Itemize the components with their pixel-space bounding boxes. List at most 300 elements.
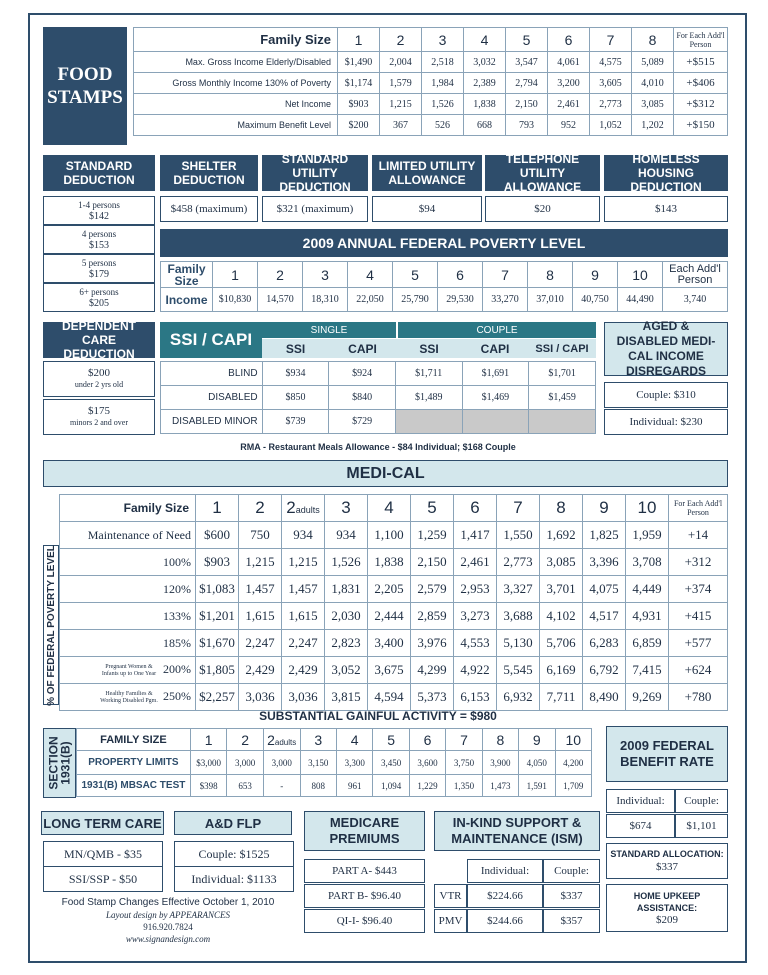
medical-cell: $1,201 xyxy=(196,603,239,630)
s1931-mbsac: $398 xyxy=(190,775,227,797)
medical-cell: 1,457 xyxy=(282,576,325,603)
medical-adults-label: adults xyxy=(295,505,320,515)
medical-cell: 1,825 xyxy=(583,522,626,549)
s1931-property: 3,750 xyxy=(446,751,482,775)
medical-cell: 934 xyxy=(325,522,368,549)
s1931-size-num: 8 xyxy=(496,731,505,748)
s1931-size xyxy=(373,729,409,751)
medical-row-label xyxy=(60,522,196,549)
medical-cell: 3,400 xyxy=(368,630,411,657)
medical-row-label xyxy=(60,684,196,711)
fs-cell: 1,579 xyxy=(380,73,422,94)
ltc-item2: SSI/SSP - $50 xyxy=(43,866,163,892)
standard-deduction-header: STANDARD DEDUCTION xyxy=(43,155,155,191)
ssi-cell xyxy=(462,410,529,434)
fs-cell: $1,490 xyxy=(338,52,380,73)
medical-cell: 1,692 xyxy=(540,522,583,549)
medical-row-label-text: Maintenance of Need xyxy=(87,527,191,542)
shelter-deduction-header: SHELTER DEDUCTION xyxy=(160,155,258,191)
medical-cell: 1,215 xyxy=(239,549,282,576)
medical-cell: 1,526 xyxy=(325,549,368,576)
ssi-row xyxy=(161,362,596,386)
home-upkeep-label2: ASSISTANCE: xyxy=(636,903,698,913)
s1931-size-num: 2 xyxy=(267,731,275,748)
fs-cell: 1,838 xyxy=(464,94,506,115)
ltc-item1: MN/QMB - $35 xyxy=(43,841,163,867)
medical-cell: 4,517 xyxy=(583,603,626,630)
medical-addl-label: For Each Add'l Person xyxy=(669,495,728,522)
std-amount: $179 xyxy=(89,268,109,280)
medical-cell: 4,553 xyxy=(454,630,497,657)
medical-cell: 1,615 xyxy=(282,603,325,630)
s1931-mbsac: 1,709 xyxy=(555,775,591,797)
dependent-note1: under 2 yrs old xyxy=(74,380,124,389)
medical-cell: 4,299 xyxy=(411,657,454,684)
medical-cell: 2,030 xyxy=(325,603,368,630)
medical-row xyxy=(60,549,728,576)
ssi-couple-label: COUPLE xyxy=(398,322,596,338)
home-upkeep-value: $209 xyxy=(656,914,678,926)
s1931-property: 4,200 xyxy=(555,751,591,775)
s1931-mbsac: - xyxy=(263,775,300,797)
medical-cell: 3,976 xyxy=(411,630,454,657)
medical-table xyxy=(59,494,728,711)
medical-addl: +14 xyxy=(669,522,728,549)
medical-size xyxy=(325,495,368,522)
fs-row-label: Gross Monthly Income 130% of Poverty xyxy=(134,73,338,94)
ssi-cell: $1,469 xyxy=(462,386,529,410)
medical-size xyxy=(583,495,626,522)
medical-cell: 6,169 xyxy=(540,657,583,684)
limited-utility-header: LIMITED UTILITY ALLOWANCE xyxy=(372,155,482,191)
medical-side-label: % OF FEDERAL POVERTY LEVEL xyxy=(45,544,57,706)
ssi-cell: $1,701 xyxy=(529,362,596,386)
s1931-size-num: 9 xyxy=(532,731,541,748)
medical-size xyxy=(540,495,583,522)
footer-layout: Layout design by APPEARANCES xyxy=(105,910,231,920)
afdlp-header: A&D FLP xyxy=(174,811,292,835)
fs-row xyxy=(134,73,728,94)
s1931-size-num: 4 xyxy=(350,731,359,748)
food-stamps-title-line2: STAMPS xyxy=(47,87,123,108)
fs-size: 7 xyxy=(590,28,632,52)
medical-size xyxy=(282,495,325,522)
medical-cell: $1,083 xyxy=(196,576,239,603)
medical-cell: 1,550 xyxy=(497,522,540,549)
medicare-part-a: PART A- $443 xyxy=(304,859,425,883)
standard-deduction-item xyxy=(43,196,155,225)
ssi-cell xyxy=(529,410,596,434)
std-amount: $153 xyxy=(89,239,109,251)
medical-row-label-text: 120% xyxy=(163,581,191,596)
medical-row xyxy=(60,603,728,630)
ssi-col-capi: CAPI xyxy=(348,341,377,356)
s1931-size-num: 7 xyxy=(460,731,468,748)
medical-row-label xyxy=(60,603,196,630)
medical-cell: 2,773 xyxy=(497,549,540,576)
s1931-mbsac: 1,229 xyxy=(409,775,445,797)
ssi-row xyxy=(161,386,596,410)
fs-size: 3 xyxy=(422,28,464,52)
fs-addl: +$312 xyxy=(674,94,728,115)
medical-cell: 2,953 xyxy=(454,576,497,603)
fs-cell: 3,547 xyxy=(506,52,548,73)
s1931-size xyxy=(409,729,445,751)
homeless-value: $143 xyxy=(604,196,728,222)
medical-side-label-box xyxy=(43,545,59,705)
medical-size xyxy=(626,495,669,522)
fs-cell: 3,085 xyxy=(632,94,674,115)
medical-cell: 7,415 xyxy=(626,657,669,684)
s1931-size xyxy=(482,729,518,751)
s1931-size xyxy=(519,729,555,751)
s1931-property: $3,000 xyxy=(190,751,227,775)
dependent-care-over-2 xyxy=(43,399,155,435)
ssi-cell xyxy=(395,410,462,434)
ssi-single-label: SINGLE xyxy=(262,322,396,338)
standard-deduction-list xyxy=(43,196,155,312)
ssi-col-couple-capi: CAPI xyxy=(480,341,510,356)
medical-cell: 2,247 xyxy=(282,630,325,657)
fs-cell: 793 xyxy=(506,115,548,136)
medical-cell: 5,130 xyxy=(497,630,540,657)
medical-size-num: 10 xyxy=(637,498,657,517)
medical-row-label xyxy=(60,630,196,657)
ssi-cell: $1,691 xyxy=(462,362,529,386)
s1931-property: 4,050 xyxy=(519,751,555,775)
ssi-cell: $729 xyxy=(329,410,396,434)
s1931-size xyxy=(227,729,263,751)
fs-row xyxy=(134,94,728,115)
medical-cell: 2,823 xyxy=(325,630,368,657)
fs-addl: +$150 xyxy=(674,115,728,136)
s1931-property: 3,450 xyxy=(373,751,409,775)
medical-cell: 2,579 xyxy=(411,576,454,603)
s1931-property: 3,900 xyxy=(482,751,518,775)
footer-website: www.signandesign.com xyxy=(125,934,211,944)
standard-allocation-value: $337 xyxy=(656,861,678,873)
s1931-size-num: 10 xyxy=(565,731,582,748)
medical-size-num: 5 xyxy=(427,498,437,517)
poverty-table xyxy=(160,261,728,312)
fs-size: 1 xyxy=(338,28,380,52)
medical-cell: 3,815 xyxy=(325,684,368,711)
medical-cell: 4,102 xyxy=(540,603,583,630)
ssi-cell: $840 xyxy=(329,386,396,410)
medical-cell: 8,490 xyxy=(583,684,626,711)
medical-row-label-text: 133% xyxy=(163,608,191,623)
ism-couple-label: Couple: xyxy=(543,859,600,883)
medical-cell: 1,259 xyxy=(411,522,454,549)
homeless-housing-header: HOMELESS HOUSING DEDUCTION xyxy=(604,155,728,191)
ssi-col-ssi: SSI xyxy=(285,341,306,356)
medical-row-label-text: 100% xyxy=(163,554,191,569)
fs-cell: 668 xyxy=(464,115,506,136)
medical-cell: 1,100 xyxy=(368,522,411,549)
medical-row-label xyxy=(60,549,196,576)
medical-cell: 6,932 xyxy=(497,684,540,711)
medical-size-num: 2 xyxy=(255,498,265,517)
medical-row-label-text: 250% xyxy=(163,689,191,704)
section1931-side-label xyxy=(43,728,76,798)
medical-cell: 3,036 xyxy=(282,684,325,711)
medical-size-num: 8 xyxy=(556,498,566,517)
fs-row xyxy=(134,52,728,73)
fs-addl: +$515 xyxy=(674,52,728,73)
std-persons: 5 persons xyxy=(81,257,117,268)
s1931-size xyxy=(300,729,336,751)
dependent-amount1: $200 xyxy=(88,367,110,379)
medical-cell: 3,675 xyxy=(368,657,411,684)
medical-cell: 4,594 xyxy=(368,684,411,711)
s1931-property: 3,000 xyxy=(263,751,300,775)
medical-cell: 2,150 xyxy=(411,549,454,576)
s1931-mbsac: 1,350 xyxy=(446,775,482,797)
poverty-addl: 3,740 xyxy=(663,288,728,312)
medical-cell: 3,036 xyxy=(239,684,282,711)
footer-phone: 916.920.7824 xyxy=(143,922,193,932)
medical-cell: 5,545 xyxy=(497,657,540,684)
medical-cell: 934 xyxy=(282,522,325,549)
afdlp-couple: Couple: $1525 xyxy=(174,841,294,867)
fs-row-label: Max. Gross Income Elderly/Disabled xyxy=(134,52,338,73)
std-persons: 6+ persons xyxy=(79,286,119,297)
medical-addl: +312 xyxy=(669,549,728,576)
medical-row-label-text: 185% xyxy=(163,635,191,650)
aged-couple: Couple: $310 xyxy=(604,382,728,408)
medical-row xyxy=(60,522,728,549)
ssi-col-headers xyxy=(262,339,596,358)
medical-cell: 750 xyxy=(239,522,282,549)
medical-cell: 5,373 xyxy=(411,684,454,711)
medical-cell: 4,922 xyxy=(454,657,497,684)
poverty-size: 5 xyxy=(393,262,438,288)
aged-individual: Individual: $230 xyxy=(604,409,728,435)
food-stamps-title xyxy=(43,27,127,145)
s1931-mbsac: 1,094 xyxy=(373,775,409,797)
medical-size xyxy=(454,495,497,522)
fs-size: 5 xyxy=(506,28,548,52)
medical-cell: 1,831 xyxy=(325,576,368,603)
medical-addl: +624 xyxy=(669,657,728,684)
poverty-value: 40,750 xyxy=(573,288,618,312)
medical-cell: 2,444 xyxy=(368,603,411,630)
ism-header: IN-KIND SUPPORT & MAINTENANCE (ISM) xyxy=(434,811,600,851)
poverty-title: 2009 ANNUAL FEDERAL POVERTY LEVEL xyxy=(160,229,728,257)
fbr-individual-label: Individual: xyxy=(606,789,675,813)
poverty-value: 14,570 xyxy=(258,288,303,312)
poverty-value: 18,310 xyxy=(303,288,348,312)
std-amount: $142 xyxy=(89,210,109,222)
afdlp-individual: Individual: $1133 xyxy=(174,866,294,892)
ssi-cell: $850 xyxy=(262,386,329,410)
fs-row xyxy=(134,115,728,136)
ssi-col-couple-ssi: SSI xyxy=(419,341,439,356)
s1931-property: 3,150 xyxy=(300,751,336,775)
medicare-part-b: PART B- $96.40 xyxy=(304,884,425,908)
ism-individual-label: Individual: xyxy=(467,859,543,883)
s1931-adults-label: adults xyxy=(274,737,297,747)
fs-cell: 367 xyxy=(380,115,422,136)
medical-cell: 4,449 xyxy=(626,576,669,603)
fs-cell: 4,575 xyxy=(590,52,632,73)
fs-cell: 3,200 xyxy=(548,73,590,94)
fs-cell: 2,389 xyxy=(464,73,506,94)
fs-addl: +$406 xyxy=(674,73,728,94)
ssi-cell: $934 xyxy=(262,362,329,386)
s1931-size xyxy=(336,729,372,751)
medical-title: MEDI-CAL xyxy=(43,460,728,487)
medical-row xyxy=(60,576,728,603)
poverty-addl-label: Each Add'l Person xyxy=(663,262,728,288)
food-stamps-title-line1: FOOD xyxy=(57,64,113,85)
medical-size-num: 7 xyxy=(513,498,523,517)
ism-vtr-couple: $337 xyxy=(543,884,600,908)
medical-size-num: 4 xyxy=(384,498,394,517)
standard-deduction-item xyxy=(43,225,155,254)
poverty-family-size-label: Family Size xyxy=(161,262,213,288)
fs-cell: 2,004 xyxy=(380,52,422,73)
poverty-size: 2 xyxy=(258,262,303,288)
section1931-table xyxy=(76,728,592,797)
medical-cell: 1,838 xyxy=(368,549,411,576)
medical-family-size-label: Family Size xyxy=(60,495,196,522)
medical-cell: 6,283 xyxy=(583,630,626,657)
dependent-care-header: DEPENDENT CARE DEDUCTION xyxy=(43,322,155,358)
medical-row-note: Pregnant Women & Infants up to One Year xyxy=(101,663,157,677)
s1931-mbsac: 653 xyxy=(227,775,263,797)
fbr-individual: $674 xyxy=(606,814,675,838)
s1931-size xyxy=(446,729,482,751)
poverty-income-label: Income xyxy=(161,288,213,312)
fs-cell: 2,461 xyxy=(548,94,590,115)
medical-cell: 3,327 xyxy=(497,576,540,603)
fs-cell: 1,215 xyxy=(380,94,422,115)
medical-cell: 9,269 xyxy=(626,684,669,711)
standard-utility-header: STANDARD UTILITY DEDUCTION xyxy=(262,155,368,191)
medical-size xyxy=(411,495,454,522)
ssi-cell: $1,711 xyxy=(395,362,462,386)
fs-cell: 1,526 xyxy=(422,94,464,115)
ssi-row-label: DISABLED xyxy=(161,386,263,410)
ssi-row-label: BLIND xyxy=(161,362,263,386)
s1931-family-size-label: FAMILY SIZE xyxy=(77,729,191,751)
shelter-value: $458 (maximum) xyxy=(160,196,258,222)
medical-row xyxy=(60,684,728,711)
s1931-size xyxy=(190,729,227,751)
footer xyxy=(43,896,293,946)
medical-cell: 6,792 xyxy=(583,657,626,684)
poverty-value: 29,530 xyxy=(438,288,483,312)
fs-cell: 2,794 xyxy=(506,73,548,94)
std-persons: 1-4 persons xyxy=(78,199,120,210)
s1931-size-num: 6 xyxy=(423,731,432,748)
fs-cell: 3,605 xyxy=(590,73,632,94)
standard-allocation xyxy=(606,843,728,879)
s1931-size-num: 5 xyxy=(387,731,396,748)
ssi-cell: $924 xyxy=(329,362,396,386)
standard-allocation-label: STANDARD ALLOCATION: xyxy=(610,849,724,859)
medical-cell: $903 xyxy=(196,549,239,576)
s1931-property-label: PROPERTY LIMITS xyxy=(77,751,191,775)
medical-size xyxy=(239,495,282,522)
medical-addl: +577 xyxy=(669,630,728,657)
fs-cell: 1,202 xyxy=(632,115,674,136)
medical-addl: +374 xyxy=(669,576,728,603)
medical-cell: $1,670 xyxy=(196,630,239,657)
medical-cell: 4,075 xyxy=(583,576,626,603)
s1931-size-num: 1 xyxy=(204,731,213,748)
s1931-size-num: 3 xyxy=(314,731,323,748)
medicare-header: MEDICARE PREMIUMS xyxy=(304,811,425,851)
s1931-property: 3,600 xyxy=(409,751,445,775)
fs-cell: $1,174 xyxy=(338,73,380,94)
medical-cell: 7,711 xyxy=(540,684,583,711)
s1931-size-num: 2 xyxy=(241,731,249,748)
ssi-row xyxy=(161,410,596,434)
ism-pmv-individual: $244.66 xyxy=(467,909,543,933)
fs-family-size-label: Family Size xyxy=(134,28,338,52)
medical-cell: 6,153 xyxy=(454,684,497,711)
medical-row-label xyxy=(60,576,196,603)
poverty-value: 33,270 xyxy=(483,288,528,312)
medical-cell: 4,931 xyxy=(626,603,669,630)
ssi-row-label: DISABLED MINOR xyxy=(161,410,263,434)
medical-size xyxy=(497,495,540,522)
fs-cell: 1,052 xyxy=(590,115,632,136)
fs-addl-label: For Each Add'l Person xyxy=(674,28,728,52)
medical-cell: 2,205 xyxy=(368,576,411,603)
poverty-size: 9 xyxy=(573,262,618,288)
fs-cell: 5,089 xyxy=(632,52,674,73)
fs-cell: 2,773 xyxy=(590,94,632,115)
medical-cell: 2,859 xyxy=(411,603,454,630)
medical-row-label-text: 200% xyxy=(163,662,191,677)
fs-cell: 2,150 xyxy=(506,94,548,115)
s1931-size xyxy=(263,729,300,751)
ssi-cell: $739 xyxy=(262,410,329,434)
medical-cell: 3,688 xyxy=(497,603,540,630)
std-amount: $205 xyxy=(89,297,109,309)
medical-cell: 1,417 xyxy=(454,522,497,549)
medical-cell: 1,457 xyxy=(239,576,282,603)
s1931-size xyxy=(555,729,591,751)
federal-benefit-header: 2009 FEDERAL BENEFIT RATE xyxy=(606,726,728,782)
ism-pmv-couple: $357 xyxy=(543,909,600,933)
medical-addl: +780 xyxy=(669,684,728,711)
fs-cell: 2,518 xyxy=(422,52,464,73)
fs-cell: 952 xyxy=(548,115,590,136)
medical-cell: 2,429 xyxy=(282,657,325,684)
medical-cell: 6,859 xyxy=(626,630,669,657)
s1931-property: 3,300 xyxy=(336,751,372,775)
medical-addl: +415 xyxy=(669,603,728,630)
medical-cell: 2,429 xyxy=(239,657,282,684)
fs-row-label: Maximum Benefit Level xyxy=(134,115,338,136)
std-persons: 4 persons xyxy=(81,228,117,239)
medical-cell: 3,052 xyxy=(325,657,368,684)
medical-size-num: 6 xyxy=(470,498,480,517)
home-upkeep xyxy=(606,884,728,932)
medical-cell: 3,085 xyxy=(540,549,583,576)
ltc-header: LONG TERM CARE xyxy=(41,811,164,835)
fs-row-label: Net Income xyxy=(134,94,338,115)
medical-size-num: 9 xyxy=(599,498,609,517)
s1931-property: 3,000 xyxy=(227,751,263,775)
medical-cell: $2,257 xyxy=(196,684,239,711)
dependent-note2: minors 2 and over xyxy=(70,418,128,427)
poverty-size: 8 xyxy=(528,262,573,288)
